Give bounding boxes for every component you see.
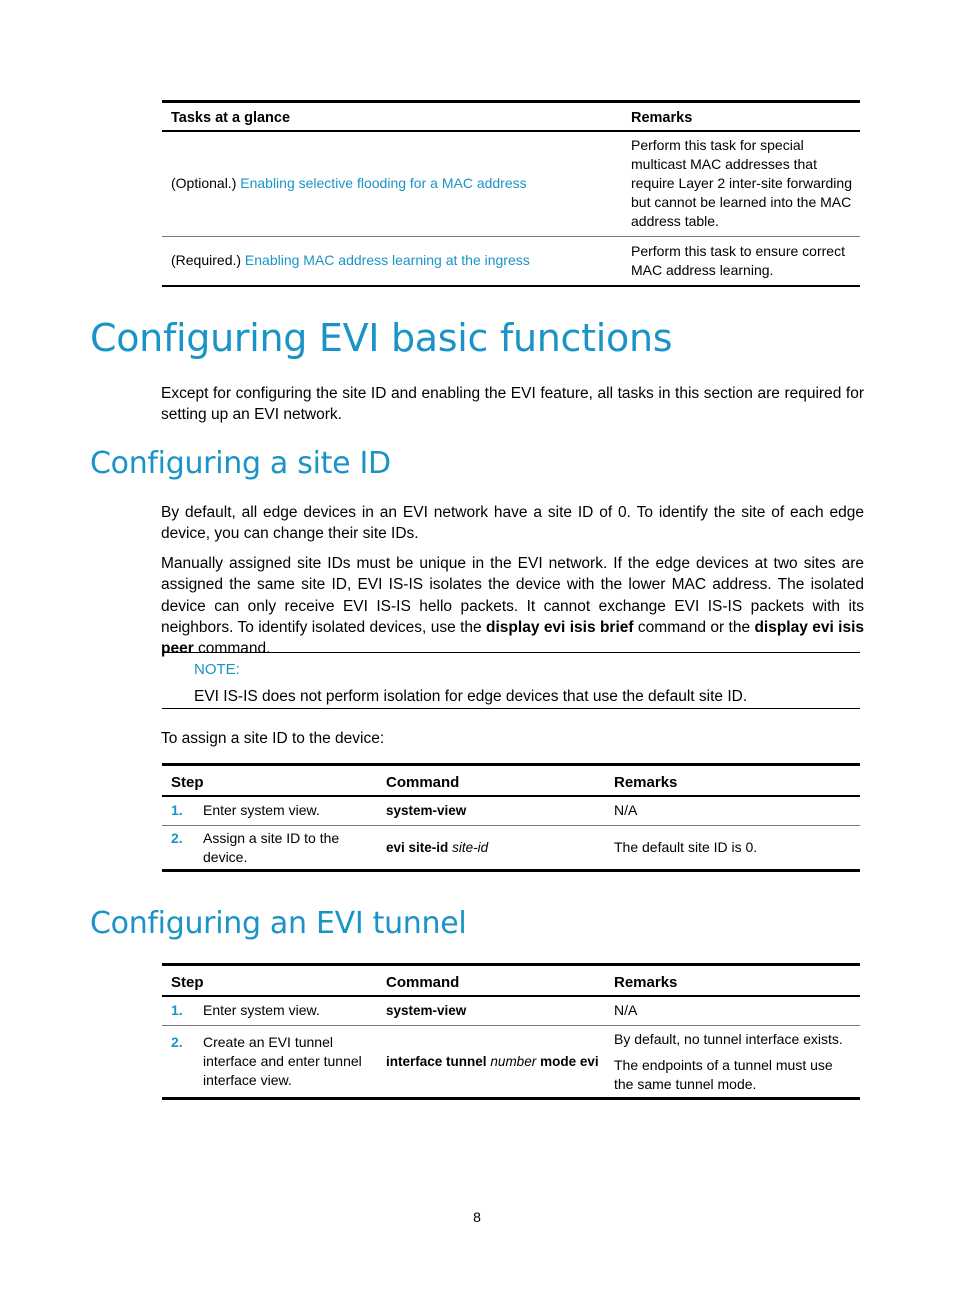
step-remark: N/A [614, 796, 860, 826]
step-number: 1. [171, 802, 183, 819]
task-prefix: (Optional.) [171, 175, 241, 191]
header-tasks: Tasks at a glance [162, 102, 631, 131]
table-row [162, 131, 860, 237]
note-title: NOTE: [194, 661, 240, 678]
para-text: command or the [633, 618, 755, 636]
site-id-heading: Configuring a site ID [90, 446, 391, 481]
header-step: Step [162, 965, 386, 996]
command: evi site-id [386, 840, 449, 855]
note-text: EVI IS-IS does not perform isolation for edge devices that use the default site ID. [194, 688, 748, 705]
tasks-table [162, 100, 860, 287]
table-row [162, 236, 860, 286]
step-remark: By default, no tunnel interface exists. [614, 1030, 843, 1047]
link-selective-flooding[interactable]: Enabling selective flooding for a MAC address [240, 175, 527, 191]
step-text: Assign a site ID to the device. [203, 829, 340, 865]
link-mac-learning-ingress[interactable]: Enabling MAC address learning at the ingress [244, 252, 530, 268]
table-row [162, 1026, 860, 1099]
note-box [162, 652, 860, 709]
command: system-view [386, 1003, 467, 1019]
table-row [162, 826, 860, 871]
command-display-brief: display evi isis brief [486, 618, 634, 636]
step-number: 1. [171, 1002, 183, 1019]
step-remark: The endpoints of a tunnel must use the same tunnel mode. [614, 1056, 833, 1092]
step-number: 2. [171, 829, 183, 846]
command-arg: site-id [452, 840, 489, 855]
command-arg: number [490, 1054, 537, 1069]
section-intro: Except for configuring the site ID and enabling the EVI feature, all tasks in this section are required for setting up an EVI network. [161, 385, 864, 424]
step-remark: N/A [614, 996, 860, 1026]
tunnel-heading: Configuring an EVI tunnel [90, 906, 467, 941]
task-remark: Perform this task to ensure correct MAC address learning. [631, 242, 845, 278]
header-command: Command [386, 965, 614, 996]
table-row [162, 796, 860, 826]
command: interface tunnel [386, 1054, 487, 1069]
para-text: command. [193, 640, 271, 658]
assign-intro: To assign a site ID to the device: [161, 730, 385, 747]
step-text: Enter system view. [203, 802, 320, 819]
para-text: Manually assigned site IDs must be unique in the EVI network. If the edge devices at two sites are assigned the same site ID, EVI IS-IS isolates the device with the lower MAC address. The isolated device can only receive EVI IS-IS hello packets. It cannot exchange EVI IS-IS packets with its neighbors. To identify isolated devices, use the [161, 555, 864, 636]
step-text: Create an EVI tunnel interface and enter tunnel interface view. [203, 1034, 362, 1088]
table-row [162, 996, 860, 1026]
command: system-view [386, 803, 467, 819]
site-id-para1: By default, all edge devices in an EVI network have a site ID of 0. To identify the site of each edge device, you can change their site IDs. [161, 504, 864, 543]
header-step: Step [162, 765, 386, 796]
command-display-peer: display evi isis peer [161, 618, 864, 658]
site-id-steps-table [162, 763, 860, 872]
step-text: Enter system view. [203, 1002, 320, 1019]
tunnel-steps-table [162, 963, 860, 1100]
task-prefix: (Required.) [171, 252, 245, 268]
command-suffix: mode evi [540, 1054, 599, 1069]
header-remarks: Remarks [614, 765, 860, 796]
site-id-para2 [161, 553, 864, 659]
section-title: Configuring EVI basic functions [90, 316, 673, 360]
step-number: 2. [171, 1034, 183, 1050]
header-remarks: Remarks [631, 102, 860, 131]
task-remark: Perform this task for special multicast MAC addresses that require Layer 2 inter-site forwarding but cannot be learned into the MAC address table. [631, 131, 860, 237]
page-number: 8 [473, 1209, 481, 1225]
step-remark: The default site ID is 0. [614, 839, 758, 855]
header-remarks: Remarks [614, 965, 860, 996]
header-command: Command [386, 765, 614, 796]
